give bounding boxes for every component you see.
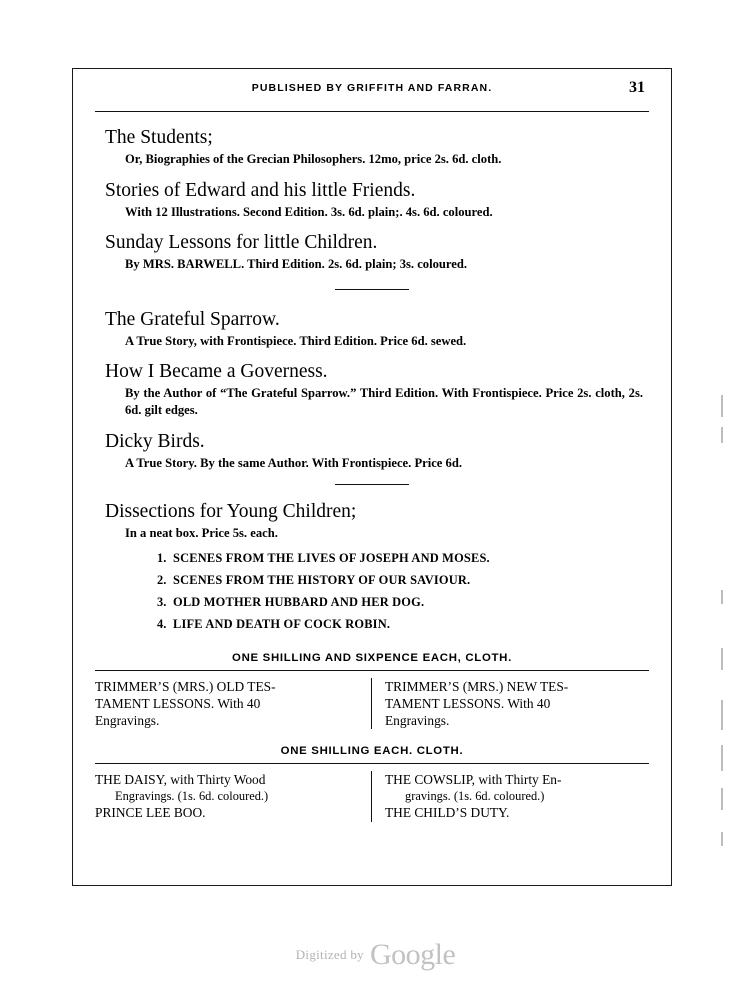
header-rule bbox=[95, 111, 649, 112]
page-content bbox=[73, 69, 671, 885]
title-line: TRIMMER’S (MRS.) NEW TES- bbox=[385, 678, 569, 694]
title-line: TAMENT LESSONS. With 40 bbox=[385, 696, 551, 712]
price-table-one-shilling bbox=[95, 771, 649, 821]
book-description: By the Author of “The Grateful Sparrow.” Third Edition. With Frontispiece. Price 2s. cloth, 2s. 6d. gilt edges. bbox=[125, 386, 643, 418]
book-title: Sunday Lessons for little Children. bbox=[105, 232, 378, 254]
book-entry bbox=[95, 360, 649, 418]
list-item-label: LIFE AND DEATH OF COCK ROBIN. bbox=[173, 616, 391, 631]
page-number: 31 bbox=[629, 79, 645, 96]
scan-artifact-tick bbox=[721, 590, 723, 604]
title-line: THE DAISY, with Thirty Wood bbox=[95, 772, 266, 788]
book-entry bbox=[95, 231, 649, 273]
scan-artifact-tick bbox=[721, 648, 723, 670]
title-line: gravings. (1s. 6d. coloured.) bbox=[405, 788, 545, 803]
book-entry bbox=[95, 430, 649, 472]
book-entry bbox=[95, 126, 649, 168]
book-entry bbox=[95, 308, 649, 350]
title-line: Engravings. bbox=[385, 713, 450, 729]
book-title: Dicky Birds. bbox=[105, 430, 205, 452]
book-description: Or, Biographies of the Grecian Philosophers. 12mo, price 2s. 6d. cloth. bbox=[125, 152, 502, 166]
scanned-page bbox=[72, 68, 672, 886]
running-head bbox=[95, 81, 649, 107]
dissections-title: Dissections for Young Children; bbox=[105, 501, 357, 523]
scan-artifact-tick bbox=[721, 700, 723, 730]
dissections-entry bbox=[95, 500, 649, 632]
list-item bbox=[157, 551, 649, 566]
price-table-left-column bbox=[95, 678, 372, 729]
dissections-description: In a neat box. Price 5s. each. bbox=[125, 526, 278, 541]
book-description: A True Story. By the same Author. With Frontispiece. Price 6d. bbox=[125, 455, 462, 470]
title-line: TRIMMER’S (MRS.) OLD TES- bbox=[95, 678, 276, 694]
price-table-right-column bbox=[372, 771, 649, 821]
running-head-title: PUBLISHED BY GRIFFITH AND FARRAN. bbox=[251, 82, 493, 94]
list-item bbox=[157, 617, 649, 632]
list-item-number: 4. bbox=[157, 616, 167, 631]
book-description: With 12 Illustrations. Second Edition. 3s. 6d. plain;. 4s. 6d. coloured. bbox=[125, 204, 493, 219]
title-line: THE COWSLIP, with Thirty En- bbox=[385, 772, 562, 788]
book-description: A True Story, with Frontispiece. Third Edition. Price 6d. sewed. bbox=[125, 333, 467, 348]
scan-artifact-tick bbox=[721, 745, 723, 771]
price-table-right-column bbox=[372, 678, 649, 729]
title-line: Engravings. bbox=[95, 713, 160, 729]
price-table-one-and-six bbox=[95, 678, 649, 729]
scan-artifact-tick bbox=[721, 395, 723, 417]
title-line: THE CHILD’S DUTY. bbox=[385, 805, 510, 821]
scan-artifact-tick bbox=[721, 832, 723, 846]
book-title: How I Became a Governess. bbox=[105, 361, 328, 383]
list-item-label: OLD MOTHER HUBBARD AND HER DOG. bbox=[173, 594, 425, 609]
section-divider bbox=[335, 484, 409, 485]
list-item-label: SCENES FROM THE LIVES OF JOSEPH AND MOSES. bbox=[173, 550, 490, 565]
title-line: PRINCE LEE BOO. bbox=[95, 805, 206, 821]
banner-rule bbox=[95, 763, 649, 764]
banner-rule bbox=[95, 670, 649, 671]
google-wordmark: Google bbox=[369, 938, 456, 971]
dissections-list bbox=[95, 551, 649, 632]
price-table-left-column bbox=[95, 771, 372, 821]
list-item bbox=[157, 573, 649, 588]
title-line: TAMENT LESSONS. With 40 bbox=[95, 696, 261, 712]
book-title: Stories of Edward and his little Friends. bbox=[105, 179, 416, 201]
digitized-by-label: Digitized by bbox=[295, 947, 364, 962]
list-item bbox=[157, 595, 649, 610]
book-description: By MRS. BARWELL. Third Edition. 2s. 6d. plain; 3s. coloured. bbox=[125, 257, 467, 272]
list-item-number: 3. bbox=[157, 594, 167, 609]
price-banner-one-shilling: ONE SHILLING EACH. CLOTH. bbox=[280, 745, 464, 758]
book-entry bbox=[95, 179, 649, 221]
scan-artifact-tick bbox=[721, 427, 723, 443]
list-item-number: 1. bbox=[157, 550, 167, 565]
section-divider bbox=[335, 289, 409, 290]
scan-artifact-tick bbox=[721, 788, 723, 810]
price-banner-one-and-six: ONE SHILLING AND SIXPENCE EACH, CLOTH. bbox=[232, 651, 512, 664]
list-item-number: 2. bbox=[157, 572, 167, 587]
title-line: Engravings. (1s. 6d. coloured.) bbox=[115, 788, 269, 803]
digitization-footer bbox=[0, 938, 751, 972]
book-title: The Grateful Sparrow. bbox=[105, 308, 280, 330]
list-item-label: SCENES FROM THE HISTORY OF OUR SAVIOUR. bbox=[173, 572, 471, 587]
book-title: The Students; bbox=[105, 127, 213, 148]
